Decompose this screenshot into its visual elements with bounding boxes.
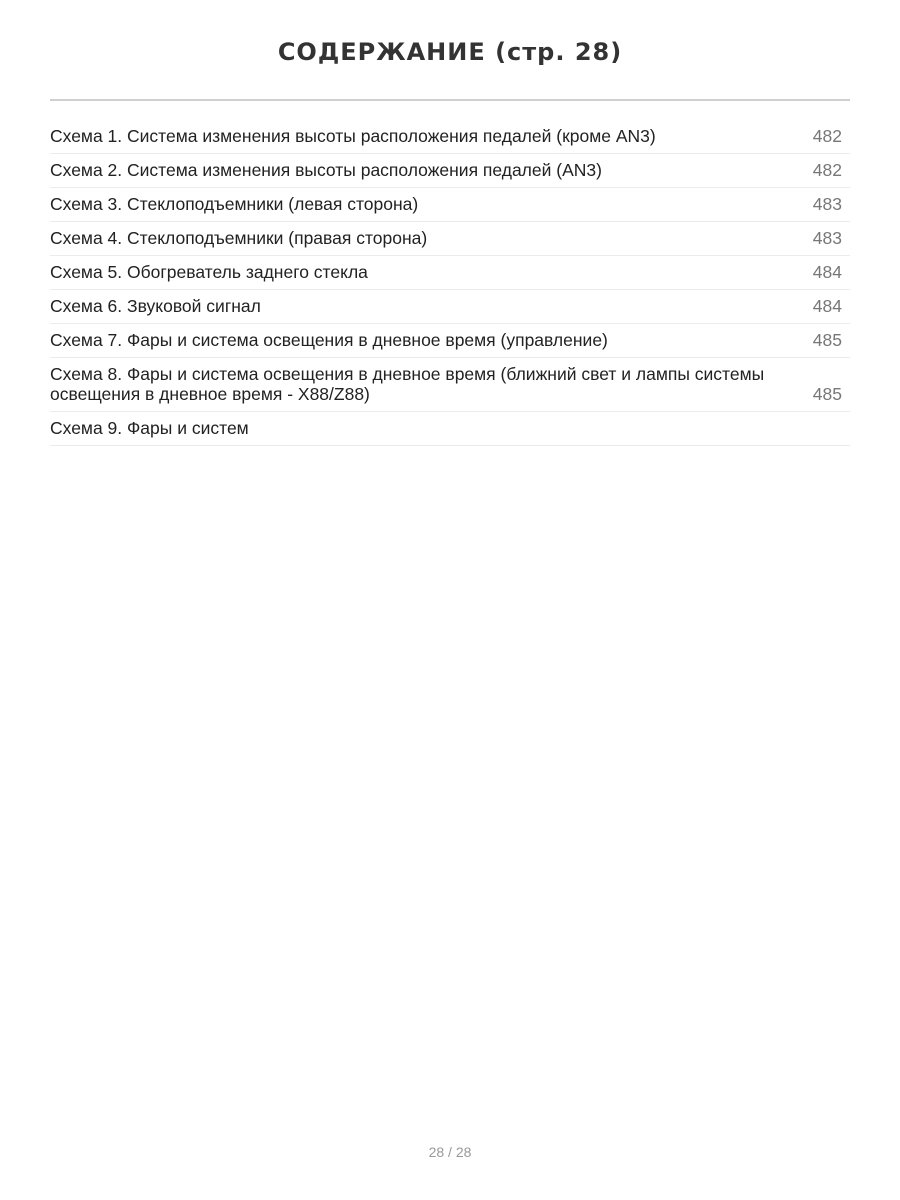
toc-item-4[interactable] (50, 222, 850, 256)
toc-item-title: Схема 8. Фары и система освещения в дневное время (ближний свет и лампы системы освещения в дневное время - X88/Z88) (50, 364, 765, 404)
toc-item-title: Схема 3. Стеклоподъемники (левая сторона) (50, 194, 419, 214)
toc-item-7[interactable] (50, 324, 850, 358)
toc-item-5[interactable] (50, 256, 850, 290)
toc-item-page: 484 (812, 262, 842, 282)
title-divider (50, 99, 850, 101)
toc-item-page: 485 (812, 384, 842, 404)
toc-item-title: Схема 7. Фары и система освещения в дневное время (управление) (50, 330, 608, 350)
toc-item-title: Схема 6. Звуковой сигнал (50, 296, 261, 316)
page-pagination: 28 / 28 (428, 1144, 472, 1160)
toc-item-title: Схема 1. Система изменения высоты расположения педалей (кроме AN3) (50, 126, 656, 146)
toc-item-6[interactable] (50, 290, 850, 324)
toc-item-page: 482 (812, 160, 842, 180)
toc-item-page: 483 (812, 194, 842, 214)
toc-item-2[interactable] (50, 154, 850, 188)
toc-item-9[interactable] (50, 412, 850, 446)
toc-item-page: 485 (812, 330, 842, 350)
toc-item-title: Схема 9. Фары и систем (50, 418, 249, 438)
toc-list (50, 120, 850, 446)
toc-item-page: 482 (812, 126, 842, 146)
toc-item-1[interactable] (50, 120, 850, 154)
toc-item-3[interactable] (50, 188, 850, 222)
toc-item-page: 483 (812, 228, 842, 248)
toc-item-title: Схема 4. Стеклоподъемники (правая сторона) (50, 228, 428, 248)
toc-item-title: Схема 5. Обогреватель заднего стекла (50, 262, 368, 282)
toc-item-page: 484 (812, 296, 842, 316)
page-title: СОДЕРЖАНИЕ (стр. 28) (277, 38, 623, 66)
toc-item-8[interactable] (50, 358, 850, 412)
toc-item-title: Схема 2. Система изменения высоты расположения педалей (AN3) (50, 160, 602, 180)
